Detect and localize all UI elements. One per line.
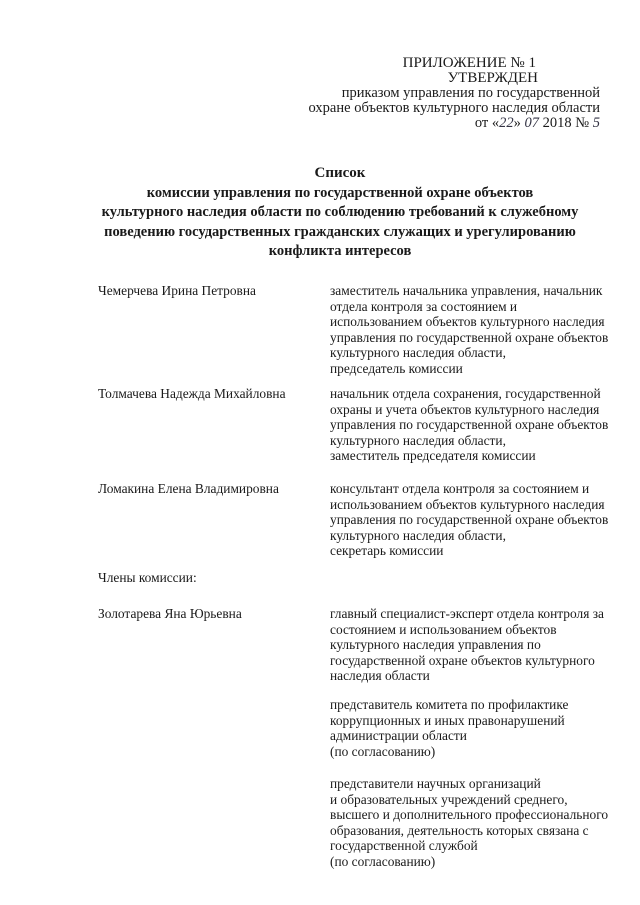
chair-role: заместитель начальника управления, начальник отдела контроля за состоянием и использованием объектов культурного наследия управления по государственной охране объектов культурного наследия области, председатель комиссии — [330, 283, 609, 376]
vice-chair-role: начальник отдела сохранения, государственной охраны и учета объектов культурного наследия управления по государственной охране объектов культурного наследия области, заместитель председателя комиссии — [330, 386, 609, 463]
approved-label: УТВЕРЖДЕН — [447, 70, 538, 86]
secretary-name: Ломакина Елена Владимировна — [98, 481, 279, 496]
date-day: 22 — [499, 115, 514, 131]
order-line-2: охране объектов культурного наследия области — [308, 100, 600, 116]
member-role-scientific: представители научных организаций и образовательных учреждений среднего, высшего и дополнительного профессионального образования, деятельность которых связана с государственной службой (по согласованию) — [330, 776, 609, 869]
title-line: комиссии управления по государственной охране объектов — [146, 184, 534, 201]
chair-name: Чемерчева Ирина Петровна — [98, 283, 256, 298]
title-line: поведению государственных гражданских служащих и урегулированию — [104, 223, 576, 240]
order-number: 5 — [592, 115, 600, 131]
order-line-1: приказом управления по государственной — [341, 85, 600, 101]
date-year: 2018 № — [539, 115, 593, 131]
appendix-number: ПРИЛОЖЕНИЕ № 1 — [402, 55, 536, 71]
secretary-role: консультант отдела контроля за состоянием и использованием объектов культурного наследия управления по государственной охране объектов культурного наследия области, секретарь комиссии — [330, 481, 609, 558]
vice-chair-name: Толмачева Надежда Михайловна — [98, 386, 286, 401]
member-role-committee: представитель комитета по профилактике коррупционных и иных правонарушений администрации области (по согласованию) — [330, 697, 569, 759]
title-heading: Список — [314, 165, 366, 181]
member-role: главный специалист-эксперт отдела контроля за состоянием и использованием объектов культурного наследия управления по государственной охране объектов культурного наследия области — [330, 606, 604, 683]
date-month: 07 — [524, 115, 540, 131]
title-line: культурного наследия области по соблюдению требований к служебному — [101, 204, 579, 220]
order-date-line — [270, 116, 600, 131]
title-line: конфликта интересов — [268, 243, 412, 259]
date-mid: » — [513, 115, 525, 131]
members-label: Члены комиссии: — [98, 570, 197, 585]
date-prefix: от « — [474, 115, 500, 131]
document-title — [70, 164, 610, 262]
member-name: Золотарева Яна Юрьевна — [98, 606, 242, 621]
appendix-header — [270, 56, 600, 131]
